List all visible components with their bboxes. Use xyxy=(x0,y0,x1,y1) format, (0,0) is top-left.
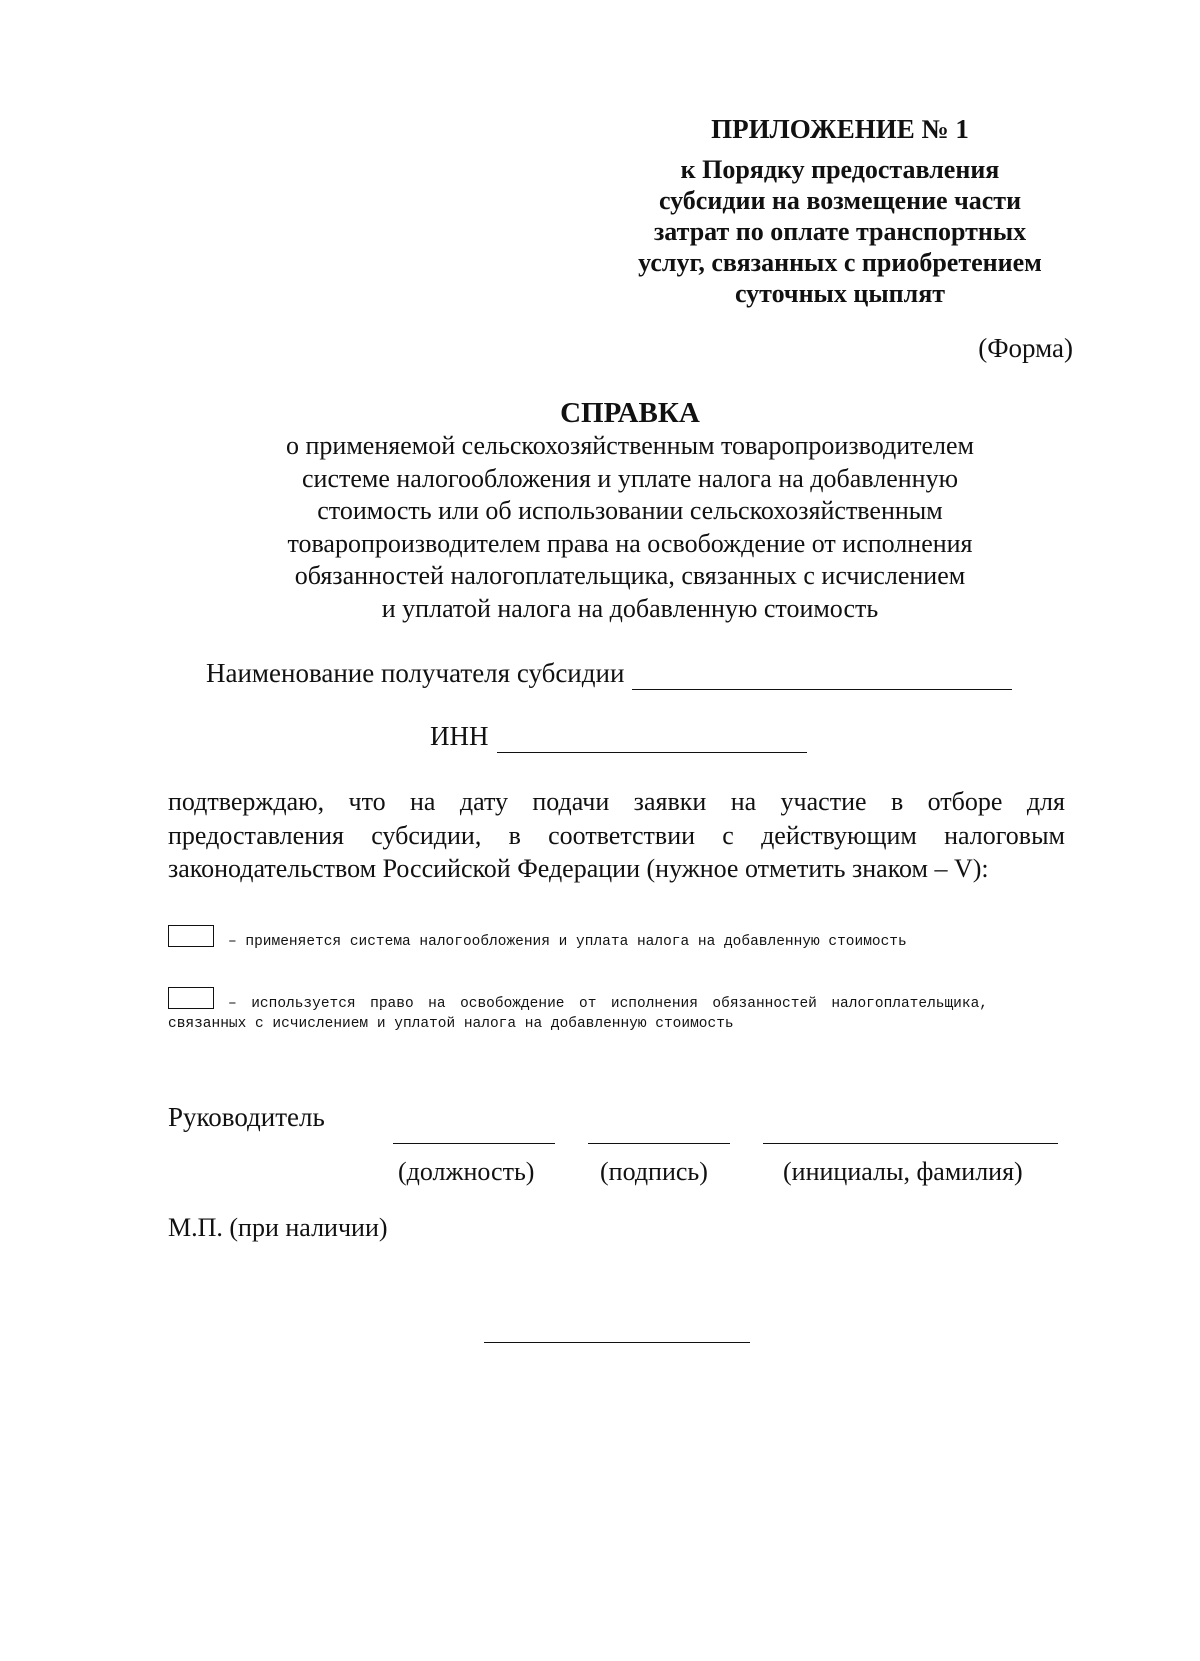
appendix-line: субсидии на возмещение части xyxy=(658,186,1022,215)
subtitle-line: стоимость или об использовании сельскохозяйственным xyxy=(317,496,943,525)
name-field[interactable] xyxy=(763,1143,1058,1144)
appendix-number: ПРИЛОЖЕНИЕ № 1 xyxy=(711,114,969,144)
subtitle-line: обязанностей налогоплательщика, связанных с исчислением xyxy=(294,561,966,590)
appendix-line: услуг, связанных с приобретением xyxy=(638,248,1042,277)
name-caption: (инициалы, фамилия) xyxy=(783,1157,1023,1186)
document-subtitle xyxy=(140,430,1120,625)
option-vat-exempt xyxy=(168,987,988,1034)
vat-payer-checkbox[interactable] xyxy=(168,925,214,947)
signature-caption: (подпись) xyxy=(600,1157,708,1186)
inn-label: ИНН xyxy=(430,721,489,751)
head-label: Руководитель xyxy=(168,1102,325,1132)
appendix-line: затрат по оплате транспортных xyxy=(653,217,1027,246)
recipient-row xyxy=(206,658,1012,690)
appendix-line: суточных цыплят xyxy=(734,279,946,308)
option-text: – применяется система налогообложения и уплата налога на добавленную стоимость xyxy=(228,934,907,950)
option-text: – используется право на освобождение от исполнения обязанностей налогоплательщика, связанных с исчислением и уплатой налога на добавленную стоимость xyxy=(168,996,988,1032)
stamp-label: М.П. (при наличии) xyxy=(168,1213,388,1242)
form-label: (Форма) xyxy=(978,333,1073,363)
subtitle-line: товаропроизводителем права на освобождение от исполнения xyxy=(287,528,973,558)
recipient-name-field[interactable] xyxy=(632,658,1012,690)
inn-field[interactable] xyxy=(497,721,807,753)
bottom-divider xyxy=(484,1342,750,1343)
recipient-label: Наименование получателя субсидии xyxy=(206,658,625,688)
position-field[interactable] xyxy=(393,1143,555,1144)
signature-field[interactable] xyxy=(588,1143,730,1144)
confirmation-text: подтверждаю, что на дату подачи заявки на участие в отборе для предоставления субсидии, в соответствии с действующим налоговым законодательством Российской Федерации (нужное отметить знаком – V): xyxy=(168,787,1065,883)
subtitle-line: системе налогообложения и уплате налога на добавленную xyxy=(301,463,958,493)
position-caption: (должность) xyxy=(398,1157,535,1186)
subtitle-line: о применяемой сельскохозяйственным товаропроизводителем xyxy=(286,431,974,460)
appendix-line: к Порядку предоставления xyxy=(680,155,1000,184)
subtitle-line: и уплатой налога на добавленную стоимость xyxy=(381,593,879,623)
option-vat-payer xyxy=(168,925,988,952)
document-title: СПРАВКА xyxy=(560,397,700,429)
appendix-header xyxy=(600,114,1080,309)
inn-row xyxy=(430,721,807,753)
vat-exempt-checkbox[interactable] xyxy=(168,987,214,1009)
